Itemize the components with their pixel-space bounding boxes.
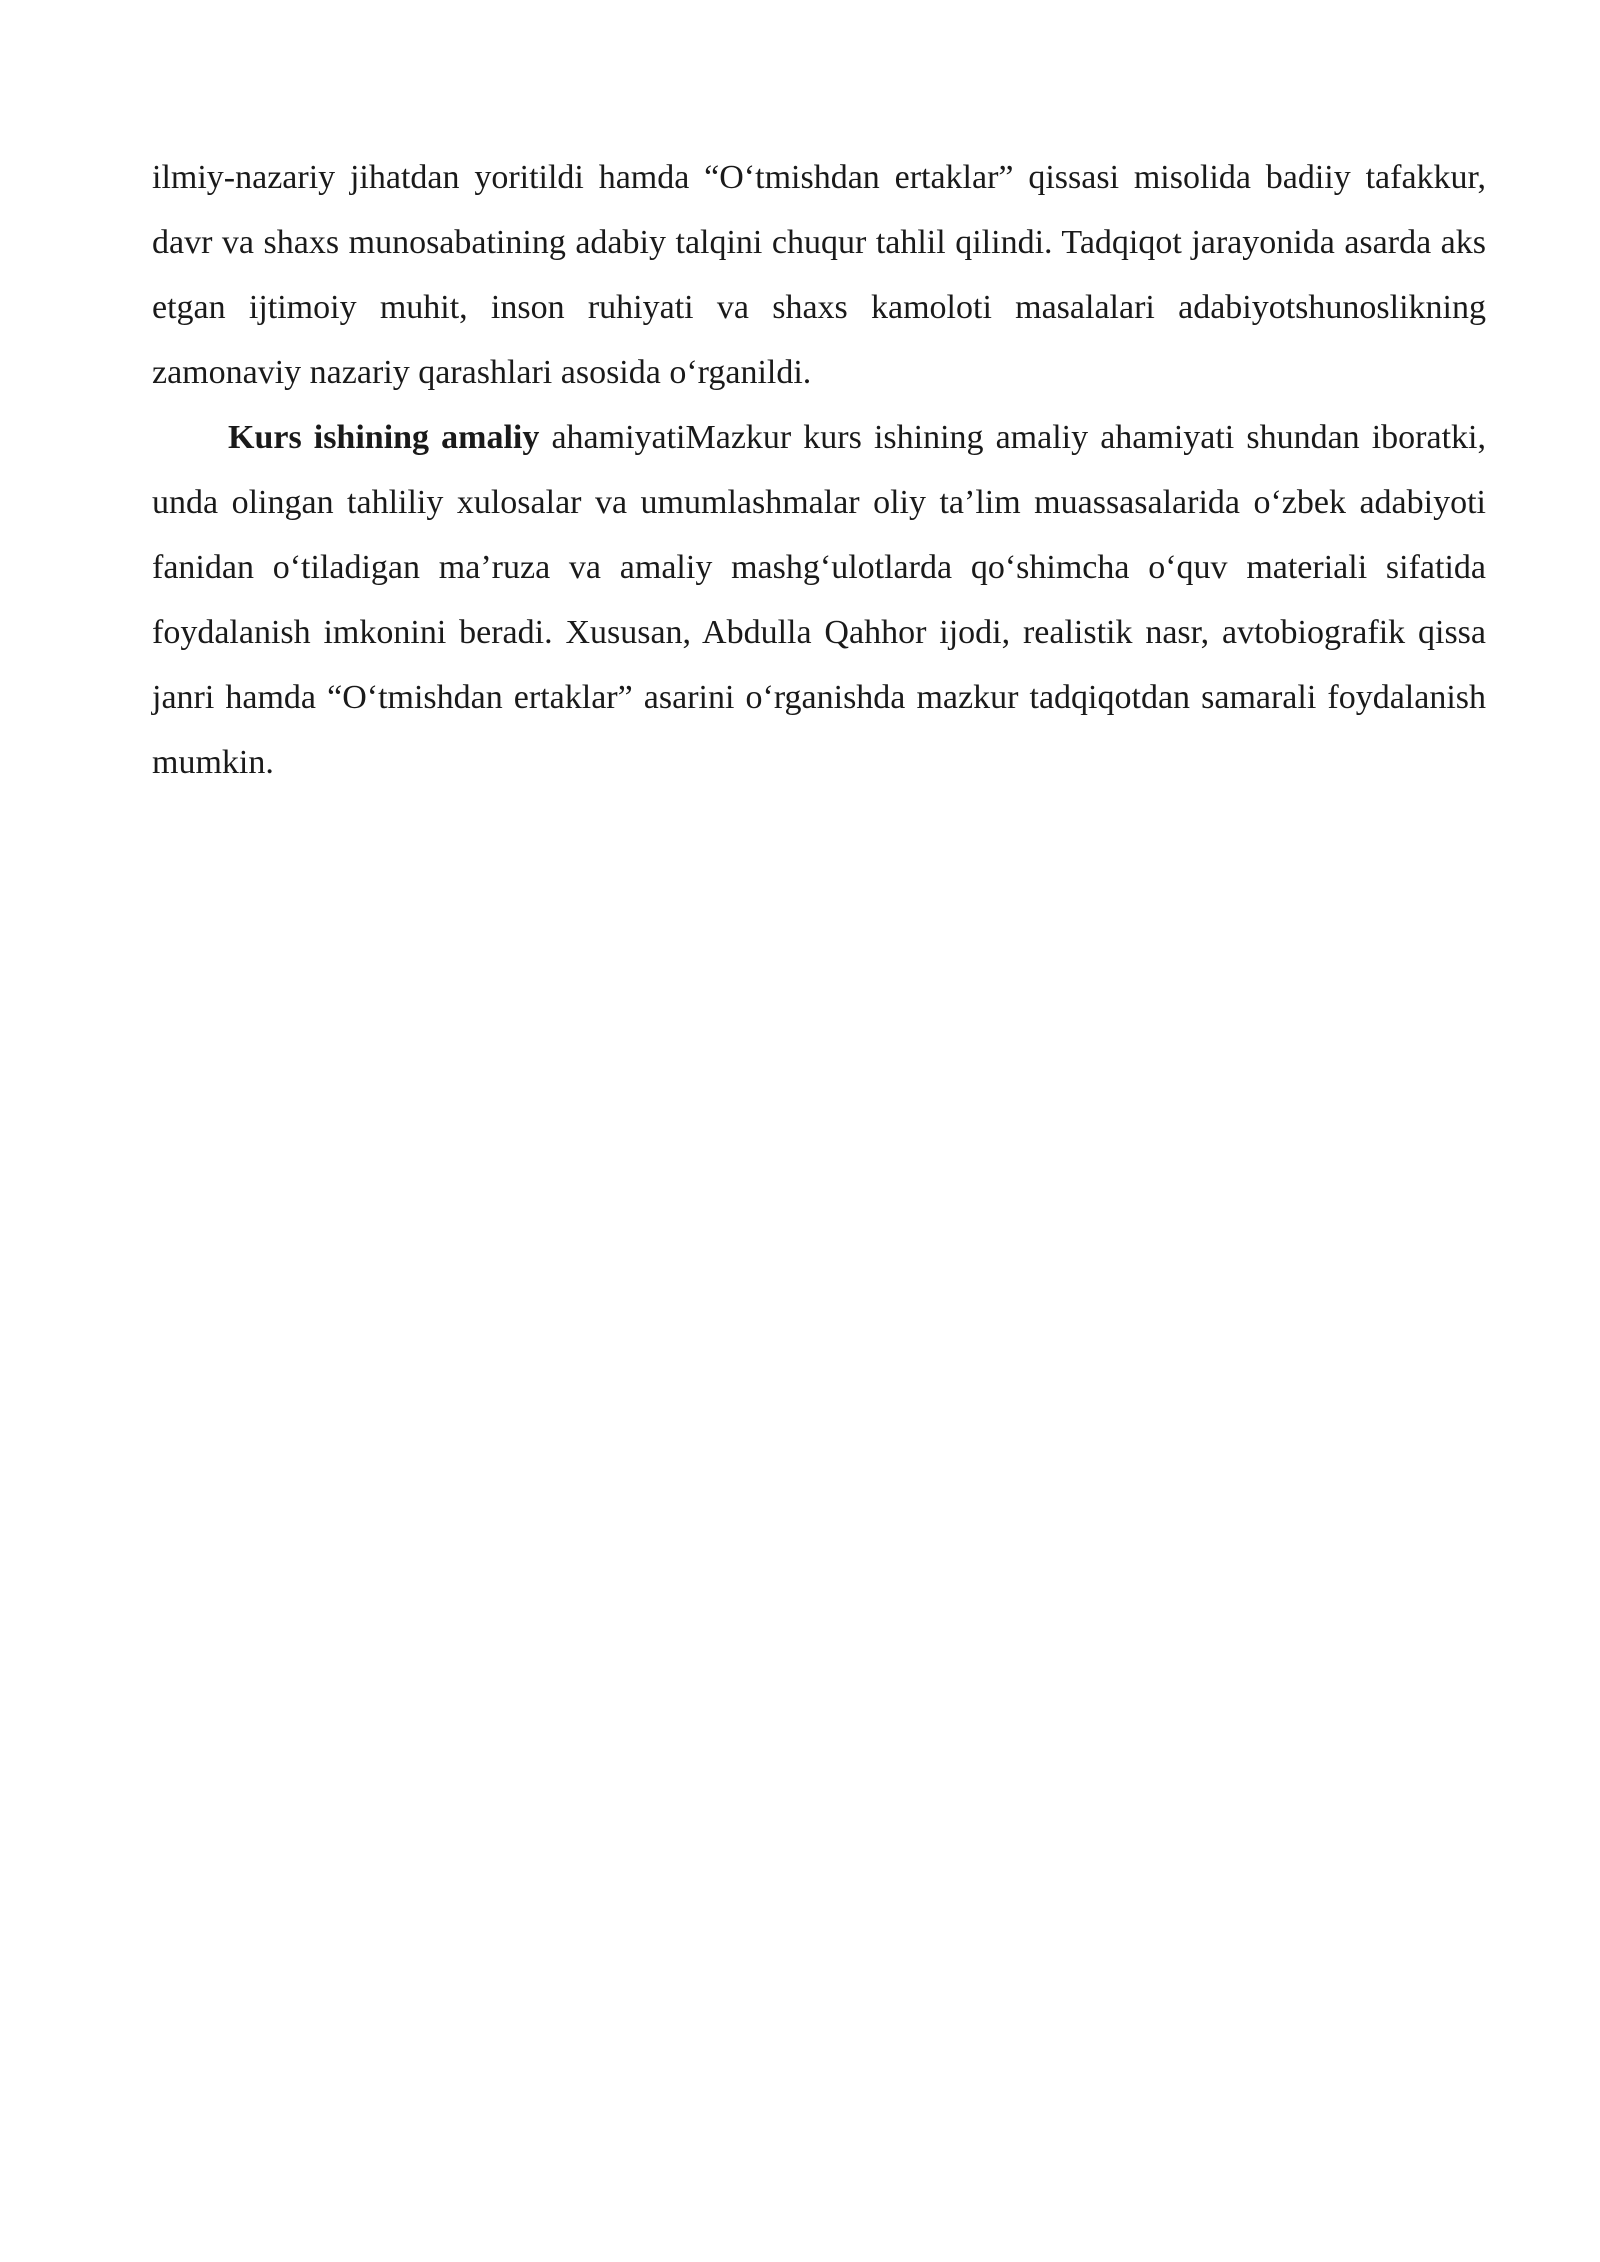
paragraph-practical-significance (152, 405, 1486, 795)
body-text (152, 145, 1486, 795)
paragraph-body: ahamiyatiMazkur kurs ishining amaliy ahamiyati shundan iboratki, unda olingan tahliliy xulosalar va umumlashmalar oliy ta’lim muassasalarida o‘zbek adabiyoti fanidan o‘tiladigan ma’ruza va amaliy mashg‘ulotlarda qo‘shimcha o‘quv materiali sifatida foydalanish imkonini beradi. Xususan, Abdulla Qahhor ijodi, realistik nasr, avtobiografik qissa janri hamda “O‘tmishdan ertaklar” asarini o‘rganishda mazkur tadqiqotdan samarali foydalanish mumkin. (152, 419, 1486, 781)
paragraph-heading: Kurs ishining amaliy (228, 419, 540, 456)
paragraph-intro: ilmiy-nazariy jihatdan yoritildi hamda “O‘tmishdan ertaklar” qissasi misolida badiiy tafakkur, davr va shaxs munosabatining adabiy talqini chuqur tahlil qilindi. Tadqiqot jarayonida asarda aks etgan ijtimoiy muhit, inson ruhiyati va shaxs kamoloti masalalari adabiyotshunoslikning zamonaviy nazariy qarashlari asosida o‘rganildi. (152, 159, 1486, 391)
